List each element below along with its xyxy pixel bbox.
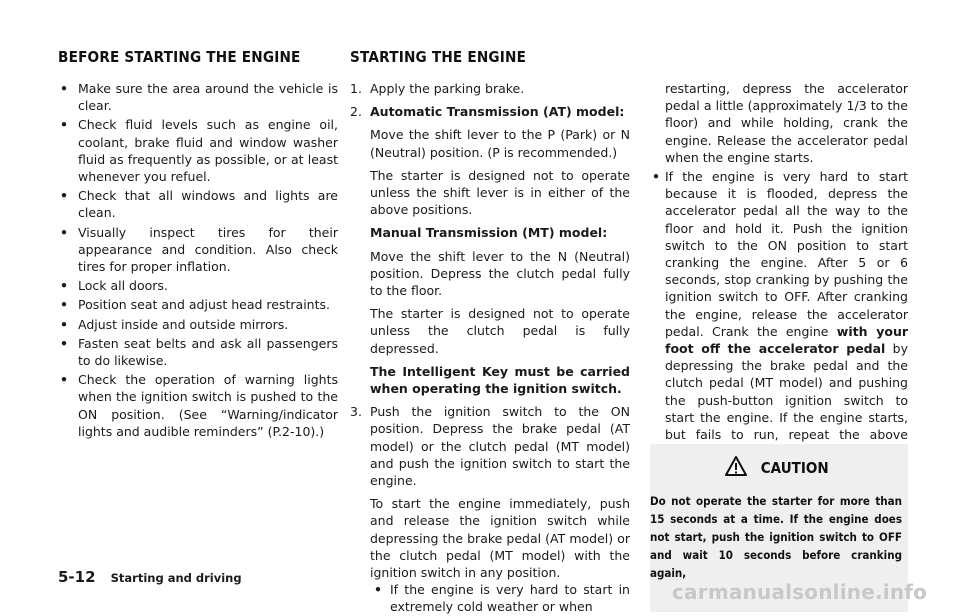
starting-continued [652,80,909,460]
at-model-title: Automatic Transmission (AT) model: [370,104,625,120]
step-text: To start the engine immediately, push and release the ignition switch while depressing the brake pedal (AT model) or the clutch pedal (MT model) with the ignition switch in any position. [370,496,630,581]
bullet-glyph: • [60,224,68,240]
bullet-glyph: • [60,372,68,388]
bullet-glyph: • [60,188,68,204]
step-text: Push the ignition switch to the ON position. Depress the brake pedal (AT model) or the clutch pedal (MT model) and push the ignition switch to start the engine. [370,404,630,489]
warning-triangle-icon [725,456,747,480]
list-item: • Visually inspect tires for their appearance and condition. Also check tires for proper inflation. [60,224,338,275]
bullet-glyph: • [60,297,68,313]
list-item: • Make sure the area around the vehicle is clear. [60,81,338,114]
step-text: Apply the parking brake. [370,81,525,96]
heading-before-starting: BEFORE STARTING THE ENGINE [58,48,301,66]
heading-starting-engine: STARTING THE ENGINE [350,48,527,66]
step-number: 3. [350,404,362,420]
caution-text: Do not operate the starter for more than 15 seconds at a time. If the engine does not start, push the ignition switch to OFF and wait 10 seconds before cranking again, [650,494,902,580]
bullet-glyph: • [60,335,68,351]
list-item: • Check the operation of warning lights when the ignition switch is pushed to the ON position. (See “Warning/indicator lights and audible reminders” (P.2-10).) [60,372,338,439]
cold-start-note: • If the engine is very hard to start in extremely cold weather or when [374,582,630,615]
intelligent-key-note: The Intelligent Key must be carried when operating the ignition switch. [370,363,630,397]
flooded-engine-note: • If the engine is very hard to start because it is flooded, depress the accelerator pedal all the way to the floor and hold it. Push the ignition switch to the ON position to start cranking the engine. After 5 or 6 seconds, stop cranking by pushing the ignition switch to OFF. After cranking the engine, release the accelerator pedal. Crank the engine with your foot off the accelerator pedal by depressing the brake pedal and the clutch pedal (MT model) and pushing the push-button ignition switch to start the engine. If the engine starts, but fails to run, repeat the above [652,169,909,443]
before-starting-checklist [58,80,338,442]
step-1 [350,80,630,97]
section-name: Starting and driving [110,571,242,585]
step-text: Move the shift lever to the P (Park) or N (Neutral) position. (P is recommended.) [370,127,630,160]
page-footer [58,567,242,586]
mt-model-title: Manual Transmission (MT) model: [370,225,608,241]
bullet-glyph: • [652,169,660,185]
step-text: The starter is designed not to operate unless the shift lever is in either of the above positions. [370,167,630,218]
list-item: • Position seat and adjust head restraints. [60,297,330,313]
list-item: • Check fluid levels such as engine oil, coolant, brake fluid and window washer fluid as frequently as possible, or at least whenever you refuel. [60,117,338,185]
bullet-glyph: • [60,278,68,294]
bullet-glyph: • [60,316,68,332]
step-3 [350,403,630,615]
page-number: 5-12 [58,568,96,586]
list-item: • Fasten seat belts and ask all passengers to do likewise. [60,335,338,369]
list-item: • Adjust inside and outside mirrors. [60,316,289,332]
starting-steps [350,80,630,616]
caution-header [650,456,908,480]
bullet-glyph: • [60,117,68,133]
watermark: carmanualsonline.info [672,580,928,604]
step-number: 1. [350,81,362,96]
cold-start-continued: restarting, depress the accelerator pedal a little (approximately 1/3 to the floor) and while holding, crank the engine. Release the accelerator pedal when the engine starts. [665,81,908,165]
caution-label: CAUTION [761,459,829,477]
step-text: Move the shift lever to the N (Neutral) position. Depress the clutch pedal fully to the floor. [370,248,630,299]
emphasis-text: with your foot off the accelerator pedal [665,323,909,357]
step-2 [350,103,630,397]
bullet-glyph: • [374,582,382,598]
bullet-glyph: • [60,81,68,96]
list-item: • Check that all windows and lights are clean. [60,188,338,221]
step-number: 2. [350,104,362,120]
list-item: • Lock all doors. [60,278,168,294]
step-text: The starter is designed not to operate unless the clutch pedal is fully depressed. [370,306,630,356]
